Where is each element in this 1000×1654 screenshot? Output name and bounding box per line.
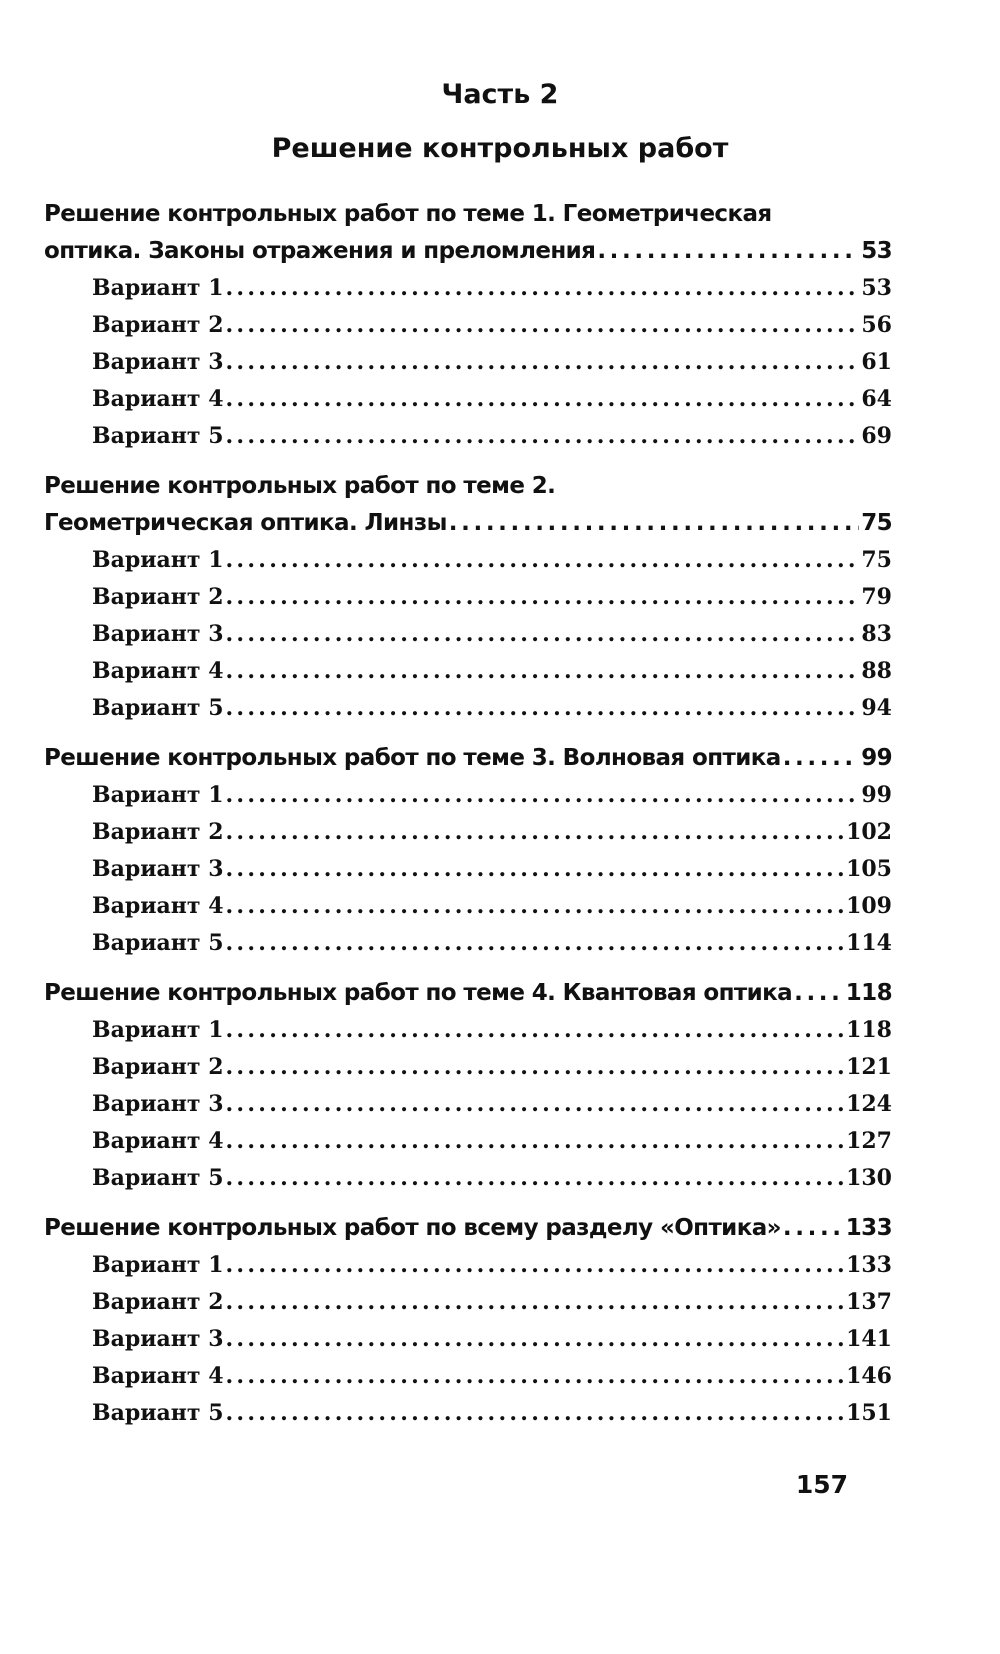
toc-variant-label: Вариант 1 xyxy=(92,782,224,808)
toc-section-heading: Решение контрольных работ по теме 2. xyxy=(44,473,556,499)
dot-leader xyxy=(226,1358,845,1395)
dot-leader xyxy=(597,233,859,270)
toc-variant-entry xyxy=(44,418,892,455)
toc-page-ref: 133 xyxy=(845,1215,892,1241)
toc-section-entry xyxy=(44,1210,892,1247)
toc-page-ref: 64 xyxy=(861,386,892,412)
dot-leader xyxy=(226,1321,845,1358)
dot-leader xyxy=(226,381,860,418)
dot-leader xyxy=(226,1247,845,1284)
toc-variant-label: Вариант 3 xyxy=(92,856,224,882)
toc-variant-label: Вариант 4 xyxy=(92,386,224,412)
toc-section-entry xyxy=(44,233,892,270)
dot-leader xyxy=(794,975,844,1012)
toc-variant-entry xyxy=(44,1358,892,1395)
toc-page-ref: 94 xyxy=(861,695,892,721)
toc-variant-label: Вариант 4 xyxy=(92,1363,224,1389)
toc-page-ref: 114 xyxy=(846,930,892,956)
toc-page-ref: 137 xyxy=(846,1289,892,1315)
toc-variant-entry xyxy=(44,1321,892,1358)
dot-leader xyxy=(226,579,860,616)
toc-variant-entry xyxy=(44,616,892,653)
toc-page-ref: 75 xyxy=(861,510,892,536)
dot-leader xyxy=(226,888,845,925)
toc-variant-entry xyxy=(44,1123,892,1160)
toc-variant-entry xyxy=(44,1160,892,1197)
dot-leader xyxy=(226,307,860,344)
toc-page-ref: 75 xyxy=(861,547,892,573)
toc-variant-entry xyxy=(44,579,892,616)
toc-variant-label: Вариант 1 xyxy=(92,547,224,573)
toc-section-title: Решение контрольных работ по теме 4. Квантовая оптика xyxy=(44,980,793,1006)
toc-variant-entry xyxy=(44,1395,892,1432)
toc-section-title: оптика. Законы отражения и преломления xyxy=(44,238,596,264)
dot-leader xyxy=(226,1284,845,1321)
toc-page-ref: 79 xyxy=(861,584,892,610)
toc-section-title: Решение контрольных работ по всему разделу «Оптика» xyxy=(44,1215,781,1241)
toc-section-title: Геометрическая оптика. Линзы xyxy=(44,510,447,536)
dot-leader xyxy=(226,1086,845,1123)
toc-page-ref: 146 xyxy=(846,1363,892,1389)
toc-page-ref: 69 xyxy=(861,423,892,449)
page-number: 157 xyxy=(795,1470,848,1499)
dot-leader xyxy=(226,542,860,579)
dot-leader xyxy=(783,740,860,777)
dot-leader xyxy=(226,777,860,814)
dot-leader xyxy=(226,690,860,727)
dot-leader xyxy=(783,1210,844,1247)
toc-page-ref: 102 xyxy=(846,819,892,845)
toc-variant-label: Вариант 1 xyxy=(92,1252,224,1278)
toc-section-heading: Решение контрольных работ по теме 1. Геометрическая xyxy=(44,201,772,227)
toc-page-ref: 151 xyxy=(846,1400,892,1426)
toc-variant-entry xyxy=(44,1049,892,1086)
toc-variant-entry xyxy=(44,851,892,888)
dot-leader xyxy=(226,925,845,962)
part-subtitle: Решение контрольных работ xyxy=(271,133,729,164)
toc-page-ref: 88 xyxy=(861,658,892,684)
dot-leader xyxy=(226,1049,845,1086)
toc-page-ref: 118 xyxy=(845,980,892,1006)
dot-leader xyxy=(226,1123,845,1160)
toc-page-ref: 105 xyxy=(846,856,892,882)
table-of-contents xyxy=(44,196,892,1445)
toc-variant-label: Вариант 4 xyxy=(92,893,224,919)
toc-variant-label: Вариант 3 xyxy=(92,621,224,647)
toc-variant-entry xyxy=(44,814,892,851)
toc-variant-label: Вариант 5 xyxy=(92,1400,224,1426)
toc-variant-entry xyxy=(44,1012,892,1049)
toc-variant-entry xyxy=(44,307,892,344)
toc-section xyxy=(44,468,892,727)
dot-leader xyxy=(226,653,860,690)
dot-leader xyxy=(226,851,845,888)
dot-leader xyxy=(226,344,860,381)
toc-section-title: Решение контрольных работ по теме 3. Волновая оптика xyxy=(44,745,781,771)
dot-leader xyxy=(226,1012,845,1049)
toc-page-ref: 99 xyxy=(861,782,892,808)
part-title: Часть 2 xyxy=(441,79,559,110)
toc-variant-label: Вариант 1 xyxy=(92,1017,224,1043)
dot-leader xyxy=(226,616,860,653)
toc-section xyxy=(44,975,892,1197)
toc-page-ref: 130 xyxy=(846,1165,892,1191)
toc-variant-entry xyxy=(44,381,892,418)
dot-leader xyxy=(226,270,860,307)
toc-page-ref: 124 xyxy=(846,1091,892,1117)
toc-section xyxy=(44,196,892,455)
toc-page-ref: 121 xyxy=(846,1054,892,1080)
toc-variant-label: Вариант 2 xyxy=(92,819,224,845)
toc-variant-entry xyxy=(44,542,892,579)
toc-variant-label: Вариант 3 xyxy=(92,1091,224,1117)
toc-page-ref: 109 xyxy=(846,893,892,919)
toc-variant-label: Вариант 3 xyxy=(92,349,224,375)
toc-page-ref: 61 xyxy=(861,349,892,375)
toc-variant-entry xyxy=(44,270,892,307)
toc-page-ref: 83 xyxy=(861,621,892,647)
toc-page-ref: 118 xyxy=(846,1017,892,1043)
toc-variant-label: Вариант 5 xyxy=(92,930,224,956)
toc-page-ref: 133 xyxy=(846,1252,892,1278)
toc-variant-label: Вариант 1 xyxy=(92,275,224,301)
toc-section-entry xyxy=(44,740,892,777)
toc-section xyxy=(44,1210,892,1432)
dot-leader xyxy=(226,418,860,455)
toc-variant-label: Вариант 4 xyxy=(92,658,224,684)
toc-variant-label: Вариант 5 xyxy=(92,695,224,721)
dot-leader xyxy=(226,814,845,851)
toc-page-ref: 56 xyxy=(861,312,892,338)
toc-section xyxy=(44,740,892,962)
toc-variant-entry xyxy=(44,777,892,814)
toc-variant-entry xyxy=(44,925,892,962)
toc-page-ref: 53 xyxy=(861,238,892,264)
toc-variant-label: Вариант 2 xyxy=(92,1054,224,1080)
toc-variant-label: Вариант 2 xyxy=(92,1289,224,1315)
toc-variant-label: Вариант 2 xyxy=(92,584,224,610)
dot-leader xyxy=(226,1160,845,1197)
toc-page-ref: 141 xyxy=(846,1326,892,1352)
dot-leader xyxy=(226,1395,845,1432)
toc-page-ref: 127 xyxy=(846,1128,892,1154)
toc-variant-label: Вариант 2 xyxy=(92,312,224,338)
toc-variant-entry xyxy=(44,888,892,925)
toc-variant-entry xyxy=(44,344,892,381)
toc-variant-label: Вариант 3 xyxy=(92,1326,224,1352)
toc-variant-entry xyxy=(44,1086,892,1123)
toc-section-entry xyxy=(44,975,892,1012)
toc-page-ref: 53 xyxy=(861,275,892,301)
toc-variant-entry xyxy=(44,1247,892,1284)
toc-variant-label: Вариант 4 xyxy=(92,1128,224,1154)
toc-variant-label: Вариант 5 xyxy=(92,423,224,449)
dot-leader xyxy=(449,505,859,542)
toc-variant-entry xyxy=(44,653,892,690)
toc-page-ref: 99 xyxy=(861,745,892,771)
toc-variant-entry xyxy=(44,690,892,727)
toc-variant-label: Вариант 5 xyxy=(92,1165,224,1191)
toc-section-entry xyxy=(44,505,892,542)
toc-variant-entry xyxy=(44,1284,892,1321)
